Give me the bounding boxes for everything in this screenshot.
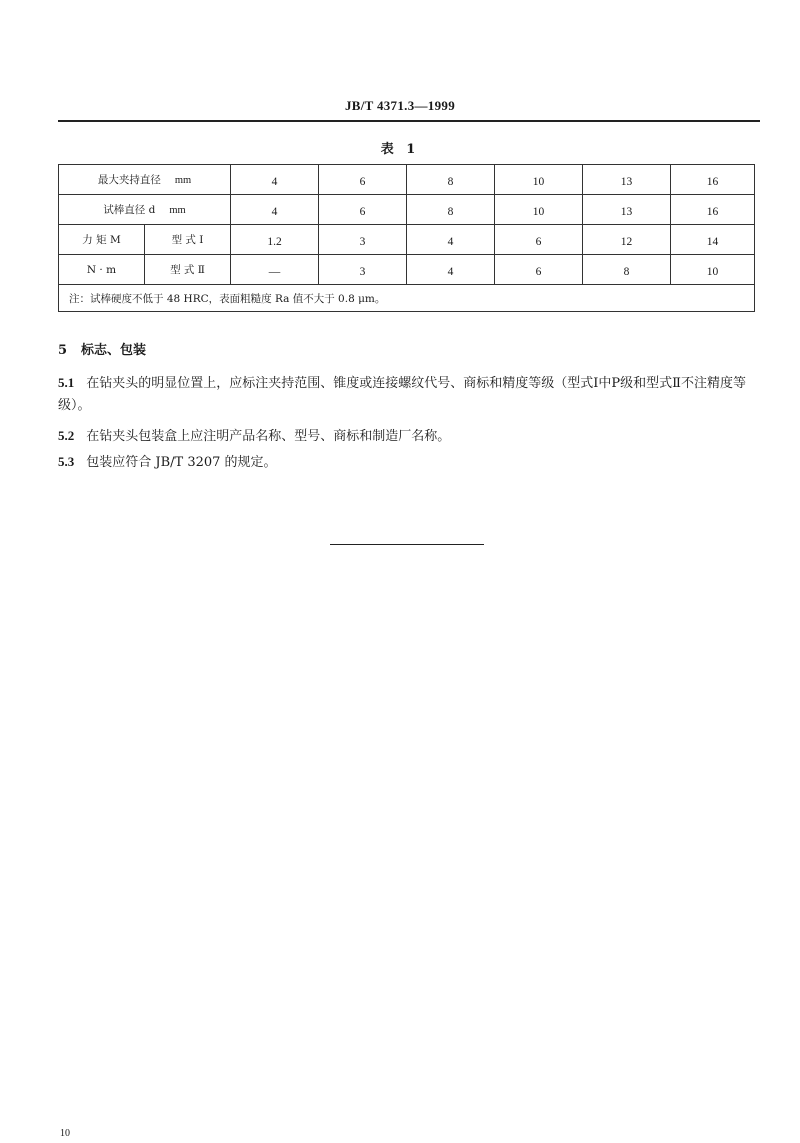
table-cell: 6 <box>495 255 583 285</box>
row-label-text: 最大夹持直径 <box>97 174 161 186</box>
torque-label: 力 矩 M <box>59 225 145 255</box>
clause-number: 5.3 <box>58 454 75 469</box>
table-cell: 6 <box>319 195 407 225</box>
section-heading <box>58 340 760 362</box>
row-unit: mm <box>169 205 186 216</box>
table-note: 注：试棒硬度不低于 48 HRC，表面粗糙度 Ra 值不大于 0.8 μm。 <box>59 285 755 312</box>
table-cell: 4 <box>231 165 319 195</box>
table-cell: 6 <box>319 165 407 195</box>
spec-table <box>58 164 755 312</box>
table-cell: 4 <box>407 225 495 255</box>
table-cell: 14 <box>671 225 755 255</box>
clause-text: 包装应符合 JB/T 3207 的规定。 <box>86 455 277 470</box>
header-rule <box>58 120 760 122</box>
table-row <box>59 195 755 225</box>
table-cell: 16 <box>671 195 755 225</box>
table-row <box>59 165 755 195</box>
table-cell: 16 <box>671 165 755 195</box>
clause-5-3 <box>58 451 760 474</box>
table-row <box>59 255 755 285</box>
table-caption: 表 1 <box>380 142 420 157</box>
table-cell: 8 <box>407 165 495 195</box>
clause-number: 5.2 <box>58 428 75 443</box>
table-cell: 8 <box>583 255 671 285</box>
table-cell: 3 <box>319 255 407 285</box>
end-rule <box>330 544 484 545</box>
table-cell: 12 <box>583 225 671 255</box>
table-cell: — <box>231 255 319 285</box>
clause-5-1 <box>58 372 760 417</box>
table-cell: 10 <box>671 255 755 285</box>
row-label <box>59 195 231 225</box>
row-unit: mm <box>174 175 192 186</box>
table-cell: 4 <box>231 195 319 225</box>
table-cell: 8 <box>407 195 495 225</box>
type-label: 型 式 Ⅰ <box>145 225 231 255</box>
row-label-text: 试棒直径 d <box>103 204 156 216</box>
clause-5-2 <box>58 425 760 448</box>
table-row <box>59 225 755 255</box>
table-cell: 6 <box>495 225 583 255</box>
section-title: 标志、包装 <box>81 343 147 358</box>
page-number: 10 <box>60 1128 70 1139</box>
table-cell: 10 <box>495 195 583 225</box>
torque-unit: N · m <box>59 255 145 285</box>
table-cell: 13 <box>583 165 671 195</box>
table-note-row <box>59 285 755 312</box>
document-code: JB/T 4371.3—1999 <box>344 98 456 113</box>
table-cell: 10 <box>495 165 583 195</box>
section-number: 5 <box>58 343 68 358</box>
clause-text: 在钻夹头包装盒上应注明产品名称、型号、商标和制造厂名称。 <box>86 429 451 444</box>
type-label: 型 式 Ⅱ <box>145 255 231 285</box>
row-label <box>59 165 231 195</box>
clause-number: 5.1 <box>58 375 75 390</box>
table-cell: 1.2 <box>231 225 319 255</box>
table-cell: 4 <box>407 255 495 285</box>
clause-text: 在钻夹头的明显位置上，应标注夹持范围、锥度或连接螺纹代号、商标和精度等级（型式Ⅰ中P级和型式Ⅱ不注精度等级）。 <box>58 376 746 413</box>
table-cell: 3 <box>319 225 407 255</box>
table-cell: 13 <box>583 195 671 225</box>
